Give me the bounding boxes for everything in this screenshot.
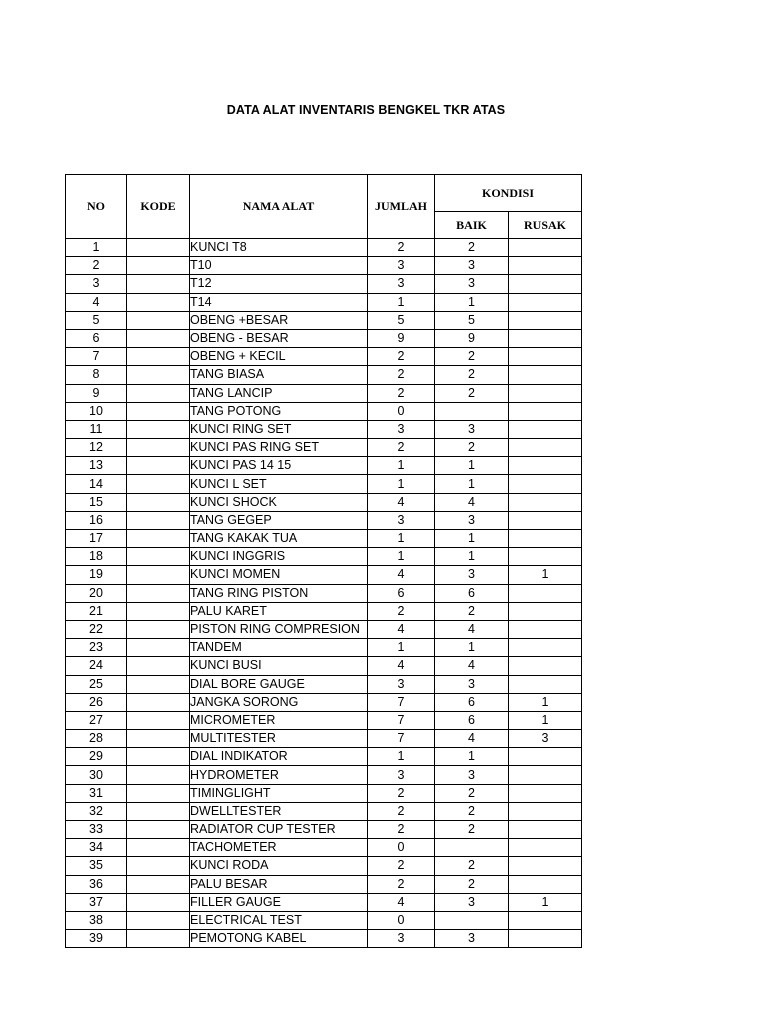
row-rusak-cell xyxy=(509,821,582,839)
row-jumlah-cell: 2 xyxy=(368,821,435,839)
row-no-cell: 15 xyxy=(66,493,127,511)
row-baik-cell xyxy=(435,839,509,857)
row-kode-cell xyxy=(127,311,190,329)
table-row xyxy=(66,748,582,766)
row-no-cell: 35 xyxy=(66,857,127,875)
row-rusak-cell xyxy=(509,657,582,675)
row-baik-cell: 3 xyxy=(435,566,509,584)
row-baik-cell: 5 xyxy=(435,311,509,329)
row-rusak-cell xyxy=(509,675,582,693)
row-no-cell: 22 xyxy=(66,620,127,638)
row-nama-alat-cell: PEMOTONG KABEL xyxy=(190,930,368,948)
row-rusak-cell xyxy=(509,766,582,784)
row-rusak-cell xyxy=(509,930,582,948)
row-jumlah-cell: 3 xyxy=(368,930,435,948)
row-nama-alat-cell: OBENG + KECIL xyxy=(190,348,368,366)
table-row xyxy=(66,911,582,929)
row-kode-cell xyxy=(127,675,190,693)
table-row xyxy=(66,657,582,675)
table-row xyxy=(66,530,582,548)
row-rusak-cell xyxy=(509,530,582,548)
row-nama-alat-cell: TANG POTONG xyxy=(190,402,368,420)
row-no-cell: 9 xyxy=(66,384,127,402)
row-kode-cell xyxy=(127,457,190,475)
row-jumlah-cell: 1 xyxy=(368,530,435,548)
row-kode-cell xyxy=(127,766,190,784)
row-nama-alat-cell: TACHOMETER xyxy=(190,839,368,857)
table-row xyxy=(66,511,582,529)
row-no-cell: 8 xyxy=(66,366,127,384)
table-row xyxy=(66,766,582,784)
row-jumlah-cell: 3 xyxy=(368,275,435,293)
row-nama-alat-cell: DWELLTESTER xyxy=(190,802,368,820)
row-rusak-cell xyxy=(509,311,582,329)
row-kode-cell xyxy=(127,439,190,457)
table-row xyxy=(66,293,582,311)
table-row xyxy=(66,821,582,839)
row-nama-alat-cell: TANG GEGEP xyxy=(190,511,368,529)
table-row xyxy=(66,857,582,875)
row-nama-alat-cell: TANG RING PISTON xyxy=(190,584,368,602)
row-no-cell: 27 xyxy=(66,711,127,729)
table-row xyxy=(66,784,582,802)
row-rusak-cell xyxy=(509,493,582,511)
row-nama-alat-cell: PISTON RING COMPRESION xyxy=(190,620,368,638)
row-no-cell: 3 xyxy=(66,275,127,293)
row-no-cell: 18 xyxy=(66,548,127,566)
row-jumlah-cell: 7 xyxy=(368,693,435,711)
row-jumlah-cell: 1 xyxy=(368,475,435,493)
table-row xyxy=(66,439,582,457)
row-jumlah-cell: 2 xyxy=(368,348,435,366)
row-jumlah-cell: 7 xyxy=(368,711,435,729)
row-kode-cell xyxy=(127,639,190,657)
row-kode-cell xyxy=(127,748,190,766)
row-kode-cell xyxy=(127,366,190,384)
row-jumlah-cell: 7 xyxy=(368,730,435,748)
row-no-cell: 13 xyxy=(66,457,127,475)
row-rusak-cell: 1 xyxy=(509,566,582,584)
row-rusak-cell xyxy=(509,420,582,438)
table-row xyxy=(66,675,582,693)
row-kode-cell xyxy=(127,348,190,366)
row-no-cell: 33 xyxy=(66,821,127,839)
row-rusak-cell xyxy=(509,366,582,384)
row-kode-cell xyxy=(127,566,190,584)
row-nama-alat-cell: KUNCI SHOCK xyxy=(190,493,368,511)
row-baik-cell: 3 xyxy=(435,893,509,911)
row-baik-cell: 1 xyxy=(435,530,509,548)
row-jumlah-cell: 1 xyxy=(368,293,435,311)
table-row xyxy=(66,384,582,402)
row-nama-alat-cell: KUNCI BUSI xyxy=(190,657,368,675)
row-no-cell: 23 xyxy=(66,639,127,657)
table-row xyxy=(66,329,582,347)
row-rusak-cell xyxy=(509,475,582,493)
row-nama-alat-cell: KUNCI RODA xyxy=(190,857,368,875)
table-row xyxy=(66,420,582,438)
row-rusak-cell: 3 xyxy=(509,730,582,748)
row-baik-cell xyxy=(435,402,509,420)
row-nama-alat-cell: TIMINGLIGHT xyxy=(190,784,368,802)
inventory-table xyxy=(65,174,582,948)
row-kode-cell xyxy=(127,548,190,566)
row-no-cell: 14 xyxy=(66,475,127,493)
row-no-cell: 39 xyxy=(66,930,127,948)
row-rusak-cell xyxy=(509,839,582,857)
row-rusak-cell xyxy=(509,639,582,657)
row-jumlah-cell: 3 xyxy=(368,420,435,438)
table-row xyxy=(66,493,582,511)
table-row xyxy=(66,620,582,638)
row-no-cell: 29 xyxy=(66,748,127,766)
table-row xyxy=(66,566,582,584)
row-no-cell: 11 xyxy=(66,420,127,438)
row-jumlah-cell: 5 xyxy=(368,311,435,329)
row-kode-cell xyxy=(127,784,190,802)
row-jumlah-cell: 0 xyxy=(368,911,435,929)
table-row xyxy=(66,839,582,857)
document-title: DATA ALAT INVENTARIS BENGKEL TKR ATAS xyxy=(226,103,506,117)
table-row xyxy=(66,584,582,602)
row-jumlah-cell: 2 xyxy=(368,784,435,802)
row-baik-cell: 9 xyxy=(435,329,509,347)
row-baik-cell: 2 xyxy=(435,802,509,820)
table-row xyxy=(66,548,582,566)
row-jumlah-cell: 3 xyxy=(368,257,435,275)
row-kode-cell xyxy=(127,802,190,820)
row-baik-cell: 4 xyxy=(435,620,509,638)
row-nama-alat-cell: HYDROMETER xyxy=(190,766,368,784)
row-no-cell: 19 xyxy=(66,566,127,584)
row-no-cell: 1 xyxy=(66,239,127,257)
row-nama-alat-cell: OBENG - BESAR xyxy=(190,329,368,347)
row-rusak-cell: 1 xyxy=(509,711,582,729)
row-rusak-cell xyxy=(509,620,582,638)
row-no-cell: 2 xyxy=(66,257,127,275)
row-baik-cell: 6 xyxy=(435,584,509,602)
row-kode-cell xyxy=(127,493,190,511)
row-jumlah-cell: 2 xyxy=(368,802,435,820)
row-kode-cell xyxy=(127,584,190,602)
row-nama-alat-cell: TANG LANCIP xyxy=(190,384,368,402)
row-baik-cell: 2 xyxy=(435,875,509,893)
row-baik-cell: 1 xyxy=(435,475,509,493)
row-no-cell: 21 xyxy=(66,602,127,620)
row-jumlah-cell: 3 xyxy=(368,511,435,529)
row-kode-cell xyxy=(127,257,190,275)
row-no-cell: 4 xyxy=(66,293,127,311)
row-no-cell: 37 xyxy=(66,893,127,911)
row-nama-alat-cell: ELECTRICAL TEST xyxy=(190,911,368,929)
row-jumlah-cell: 4 xyxy=(368,566,435,584)
row-nama-alat-cell: TANG BIASA xyxy=(190,366,368,384)
row-baik-cell: 1 xyxy=(435,548,509,566)
row-baik-cell: 1 xyxy=(435,457,509,475)
row-jumlah-cell: 2 xyxy=(368,602,435,620)
row-jumlah-cell: 0 xyxy=(368,839,435,857)
row-jumlah-cell: 4 xyxy=(368,893,435,911)
row-kode-cell xyxy=(127,402,190,420)
header-kode: KODE xyxy=(127,175,190,239)
row-rusak-cell xyxy=(509,239,582,257)
row-rusak-cell xyxy=(509,384,582,402)
table-body xyxy=(66,239,582,948)
row-baik-cell: 3 xyxy=(435,420,509,438)
row-no-cell: 6 xyxy=(66,329,127,347)
row-baik-cell: 2 xyxy=(435,239,509,257)
row-rusak-cell xyxy=(509,875,582,893)
table-row xyxy=(66,348,582,366)
row-rusak-cell xyxy=(509,511,582,529)
row-baik-cell: 4 xyxy=(435,730,509,748)
row-no-cell: 20 xyxy=(66,584,127,602)
row-kode-cell xyxy=(127,911,190,929)
row-baik-cell: 1 xyxy=(435,639,509,657)
row-rusak-cell xyxy=(509,784,582,802)
row-rusak-cell xyxy=(509,802,582,820)
row-kode-cell xyxy=(127,893,190,911)
header-jumlah: JUMLAH xyxy=(368,175,435,239)
row-baik-cell: 3 xyxy=(435,257,509,275)
row-kode-cell xyxy=(127,329,190,347)
row-nama-alat-cell: KUNCI RING SET xyxy=(190,420,368,438)
row-jumlah-cell: 2 xyxy=(368,857,435,875)
row-kode-cell xyxy=(127,511,190,529)
row-nama-alat-cell: TANDEM xyxy=(190,639,368,657)
row-nama-alat-cell: KUNCI T8 xyxy=(190,239,368,257)
row-nama-alat-cell: MULTITESTER xyxy=(190,730,368,748)
row-jumlah-cell: 4 xyxy=(368,493,435,511)
row-nama-alat-cell: RADIATOR CUP TESTER xyxy=(190,821,368,839)
row-no-cell: 34 xyxy=(66,839,127,857)
row-rusak-cell: 1 xyxy=(509,693,582,711)
row-rusak-cell xyxy=(509,402,582,420)
row-jumlah-cell: 2 xyxy=(368,366,435,384)
row-nama-alat-cell: KUNCI MOMEN xyxy=(190,566,368,584)
row-baik-cell: 3 xyxy=(435,930,509,948)
row-baik-cell: 2 xyxy=(435,439,509,457)
row-nama-alat-cell: KUNCI PAS 14 15 xyxy=(190,457,368,475)
row-baik-cell: 2 xyxy=(435,366,509,384)
row-baik-cell: 3 xyxy=(435,511,509,529)
row-nama-alat-cell: DIAL BORE GAUGE xyxy=(190,675,368,693)
row-no-cell: 7 xyxy=(66,348,127,366)
row-rusak-cell xyxy=(509,439,582,457)
table-row xyxy=(66,257,582,275)
row-rusak-cell xyxy=(509,911,582,929)
header-no: NO xyxy=(66,175,127,239)
row-jumlah-cell: 3 xyxy=(368,766,435,784)
row-kode-cell xyxy=(127,275,190,293)
row-baik-cell: 6 xyxy=(435,711,509,729)
row-jumlah-cell: 0 xyxy=(368,402,435,420)
row-jumlah-cell: 1 xyxy=(368,639,435,657)
row-baik-cell: 1 xyxy=(435,748,509,766)
row-kode-cell xyxy=(127,293,190,311)
table-row xyxy=(66,311,582,329)
row-jumlah-cell: 2 xyxy=(368,239,435,257)
row-kode-cell xyxy=(127,420,190,438)
row-no-cell: 28 xyxy=(66,730,127,748)
row-kode-cell xyxy=(127,730,190,748)
row-baik-cell: 2 xyxy=(435,348,509,366)
table-row xyxy=(66,366,582,384)
row-nama-alat-cell: TANG KAKAK TUA xyxy=(190,530,368,548)
table-row xyxy=(66,893,582,911)
table-row xyxy=(66,930,582,948)
row-baik-cell: 3 xyxy=(435,675,509,693)
row-jumlah-cell: 2 xyxy=(368,384,435,402)
row-nama-alat-cell: KUNCI L SET xyxy=(190,475,368,493)
row-rusak-cell xyxy=(509,584,582,602)
row-no-cell: 38 xyxy=(66,911,127,929)
row-rusak-cell xyxy=(509,548,582,566)
row-kode-cell xyxy=(127,602,190,620)
row-jumlah-cell: 1 xyxy=(368,457,435,475)
row-kode-cell xyxy=(127,839,190,857)
row-nama-alat-cell: T12 xyxy=(190,275,368,293)
header-nama-alat: NAMA ALAT xyxy=(190,175,368,239)
row-baik-cell: 2 xyxy=(435,821,509,839)
table-row xyxy=(66,730,582,748)
row-nama-alat-cell: MICROMETER xyxy=(190,711,368,729)
row-baik-cell: 2 xyxy=(435,784,509,802)
header-baik: BAIK xyxy=(435,212,509,239)
table-row xyxy=(66,711,582,729)
row-nama-alat-cell: T14 xyxy=(190,293,368,311)
row-kode-cell xyxy=(127,239,190,257)
row-jumlah-cell: 1 xyxy=(368,748,435,766)
row-kode-cell xyxy=(127,693,190,711)
row-nama-alat-cell: KUNCI PAS RING SET xyxy=(190,439,368,457)
row-no-cell: 24 xyxy=(66,657,127,675)
row-baik-cell: 4 xyxy=(435,657,509,675)
row-nama-alat-cell: PALU BESAR xyxy=(190,875,368,893)
row-kode-cell xyxy=(127,475,190,493)
row-baik-cell: 2 xyxy=(435,602,509,620)
row-rusak-cell xyxy=(509,348,582,366)
table-row xyxy=(66,457,582,475)
table-row xyxy=(66,239,582,257)
row-kode-cell xyxy=(127,620,190,638)
table-row xyxy=(66,802,582,820)
row-nama-alat-cell: PALU KARET xyxy=(190,602,368,620)
header-kondisi: KONDISI xyxy=(435,175,582,212)
row-no-cell: 17 xyxy=(66,530,127,548)
row-jumlah-cell: 9 xyxy=(368,329,435,347)
row-jumlah-cell: 1 xyxy=(368,548,435,566)
table-row xyxy=(66,475,582,493)
row-rusak-cell xyxy=(509,257,582,275)
row-no-cell: 5 xyxy=(66,311,127,329)
table-row xyxy=(66,875,582,893)
row-rusak-cell xyxy=(509,329,582,347)
row-no-cell: 12 xyxy=(66,439,127,457)
row-no-cell: 30 xyxy=(66,766,127,784)
row-rusak-cell: 1 xyxy=(509,893,582,911)
row-jumlah-cell: 2 xyxy=(368,439,435,457)
row-rusak-cell xyxy=(509,293,582,311)
row-rusak-cell xyxy=(509,857,582,875)
row-no-cell: 16 xyxy=(66,511,127,529)
row-rusak-cell xyxy=(509,275,582,293)
row-no-cell: 25 xyxy=(66,675,127,693)
row-kode-cell xyxy=(127,657,190,675)
table-row xyxy=(66,402,582,420)
table-row xyxy=(66,602,582,620)
row-baik-cell: 3 xyxy=(435,275,509,293)
row-no-cell: 10 xyxy=(66,402,127,420)
table-row xyxy=(66,693,582,711)
row-rusak-cell xyxy=(509,457,582,475)
row-jumlah-cell: 3 xyxy=(368,675,435,693)
row-baik-cell: 2 xyxy=(435,384,509,402)
table-row xyxy=(66,639,582,657)
row-no-cell: 32 xyxy=(66,802,127,820)
row-nama-alat-cell: T10 xyxy=(190,257,368,275)
row-kode-cell xyxy=(127,857,190,875)
row-kode-cell xyxy=(127,930,190,948)
row-baik-cell: 3 xyxy=(435,766,509,784)
row-jumlah-cell: 4 xyxy=(368,657,435,675)
row-kode-cell xyxy=(127,530,190,548)
row-kode-cell xyxy=(127,875,190,893)
row-jumlah-cell: 4 xyxy=(368,620,435,638)
row-baik-cell: 1 xyxy=(435,293,509,311)
row-nama-alat-cell: JANGKA SORONG xyxy=(190,693,368,711)
row-nama-alat-cell: DIAL INDIKATOR xyxy=(190,748,368,766)
row-baik-cell: 6 xyxy=(435,693,509,711)
row-baik-cell xyxy=(435,911,509,929)
row-no-cell: 36 xyxy=(66,875,127,893)
header-rusak: RUSAK xyxy=(509,212,582,239)
row-rusak-cell xyxy=(509,748,582,766)
row-jumlah-cell: 2 xyxy=(368,875,435,893)
row-baik-cell: 4 xyxy=(435,493,509,511)
row-kode-cell xyxy=(127,711,190,729)
row-nama-alat-cell: OBENG +BESAR xyxy=(190,311,368,329)
table-row xyxy=(66,275,582,293)
row-nama-alat-cell: KUNCI INGGRIS xyxy=(190,548,368,566)
row-jumlah-cell: 6 xyxy=(368,584,435,602)
row-kode-cell xyxy=(127,384,190,402)
row-baik-cell: 2 xyxy=(435,857,509,875)
row-rusak-cell xyxy=(509,602,582,620)
row-nama-alat-cell: FILLER GAUGE xyxy=(190,893,368,911)
row-no-cell: 31 xyxy=(66,784,127,802)
row-kode-cell xyxy=(127,821,190,839)
row-no-cell: 26 xyxy=(66,693,127,711)
